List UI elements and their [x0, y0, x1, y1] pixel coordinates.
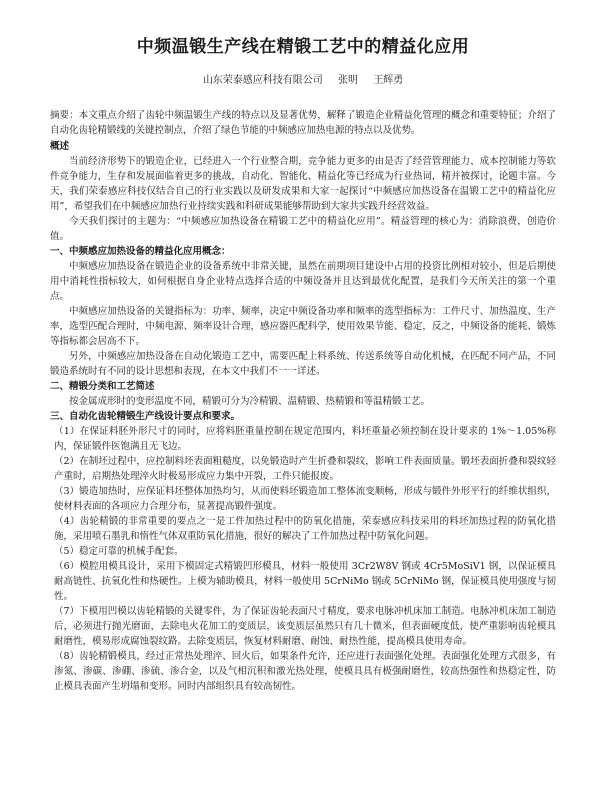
list-item: （2）在制坯过程中，应控制料坯表面粗糙度，以免锻造时产生折叠和裂纹，影响工件表面质量。锻坯表面折叠和裂纹轻产重时，启期热处理淬火时极易形成应力集中开裂，工件只能报废。 [54, 456, 556, 482]
paragraph: 按金属成形时的变形温度不同，精锻可分为冷精锻、温精锻、热精锻和等温精锻工艺。 [69, 396, 431, 407]
paragraph: 当前经济形势下的锻造企业，已经进入一个行业整合期，竞争能力更多的由是否了经营管理能力、成本控制能力等软件竞争能力，生存和发展面临着更多的挑战，自动化、智能化、精益化等已经成为行业热词，精并被探讨，论题丰富。今天，我们荣泰感应科技仅结合自己的行业实践以及研发成果和大家一起探讨“中频感应加热设备在温锻工艺中的精益化应用”，希望我们在中频感应加热行业持续实践和科研成果能够帮助到大家共实践升经营效益。 [50, 156, 556, 212]
paragraph: 中频感应加热设备在锻造企业的设备系统中非常关键，虽然在前期项目建设中占用的投资比例相对较小，但是后期使用中消耗性指标较大，如何根据自身企业特点选择合适的中频设备并且达到最优化配置，是我们今天所关注的第一个重点。 [50, 261, 556, 302]
author-name: 王辉勇 [373, 75, 404, 86]
list-item: （5）稳定可靠的机械手配套。 [54, 546, 184, 557]
abstract: 摘要：本文重点介绍了齿轮中频温锻生产线的特点以及显著优势，解释了锻造企业精益化管理的概念和重要特征；介绍了自动化齿轮精锻线的关键控制点，介绍了绿色节能的中频感应加热电源的特点以及优势。 [50, 110, 556, 136]
list-item: （1）在保证料胚外形尺寸的同时，应将料胚重量控制在规定范围内，料坯重量必须控制在设计要求的 1%～1.05%称内，保证锻件医饱满且无飞边。 [54, 426, 556, 452]
author-line [50, 71, 556, 86]
list-item: （8）齿轮精锻模具，经过正常热处理淬、回火后，如果条件允许，还应进行表面强化处理。表面强化处理方式很多，有渗氮、渗碳、渗硼、渗硫、渗合金，以及气相沉积和激光热处理，使模具具有极强耐磨性，较高热强性和热稳定性，防止模具表面产生坍塌和变形。同时内部组织具有较高韧性。 [54, 651, 556, 692]
section-heading: 三、自动化齿轮精锻生产线设计要点和要求。 [50, 411, 241, 422]
paragraph: 另外，中频感应加热设备在自动化锻造工艺中，需要匹配上料系统、传送系统等自动化机械，在匹配不同产品，不同锻造系统时有不同的设计思想和表现，在本文中我们不一一详述。 [50, 351, 556, 377]
section-heading: 一、中频感应加热设备的精益化应用概念： [50, 246, 231, 257]
affiliation: 山东荣泰感应科技有限公司 [202, 75, 323, 86]
paragraph: 中频感应加热设备的关键指标为：功率、频率，决定中频设备功率和频率的选型指标为：工件尺寸、加热温度、生产率，选型匹配合理时，中频电源、频率设计合理，感应器匹配科学，使用效果节能、稳定，反之，中频设备的能耗、锻炼等指标都会居高不下。 [50, 306, 556, 347]
author-name: 张明 [338, 75, 358, 86]
list-item: （4）齿轮精锻的非常重要的要点之一是工件加热过程中的防氧化措施，荣泰感应科技采用的料坯加热过程的防氧化措施，采用喷石墨乳和惰性气体双重防氧化措施，很好的解决了工件加热过程中防氧化问题。 [54, 516, 556, 542]
overview-heading: 概述 [50, 141, 70, 152]
paper-title: 中频温锻生产线在精锻工艺中的精益化应用 [136, 37, 470, 57]
list-item: （3）锻造加热时，应保证料坯整体加热均匀，从而使料坯锻造加工整体流变顺畅，形成与锻件外形平行的纤维状组织，使材料表面的各项应力合理分布，显著提高锻件强度。 [54, 486, 556, 512]
paragraph: 今天我们探讨的主题为：“中频感应加热设备在精锻工艺中的精益化应用”。精益管理的核心为：消除浪费，创造价值。 [50, 216, 556, 242]
list-item: （7）下模用凹模以齿轮精锻的关键零件，为了保证齿轮表面尺寸精度，要求电脉冲机床加工制造。电脉冲机床加工制造后，必须进行抛光磨面，去除电火花加工的变质层，该变质层虽然只有几十微米，但表面硬度低，使严重影响齿轮模具耐磨性，模易形成腐蚀裂纹路。去除变质层，恢复材料耐磨、耐蚀、耐热性能，提高模具使用寿命。 [54, 606, 556, 647]
section-heading: 二、精锻分类和工艺简述 [50, 381, 155, 392]
list-item: （6）模腔用模具设计，采用下模固定式精锻凹形模具，材料一般使用 3Cr2W8V 钢或 4Cr5MoSiV1 钢，以保证模具耐高链性、抗氧化性和热硬性。上模为辅助模具，材料一般使用 5CrNiMo 钢或 5CrNiMo 钢，保证模具使用强度与韧性。 [54, 561, 556, 602]
